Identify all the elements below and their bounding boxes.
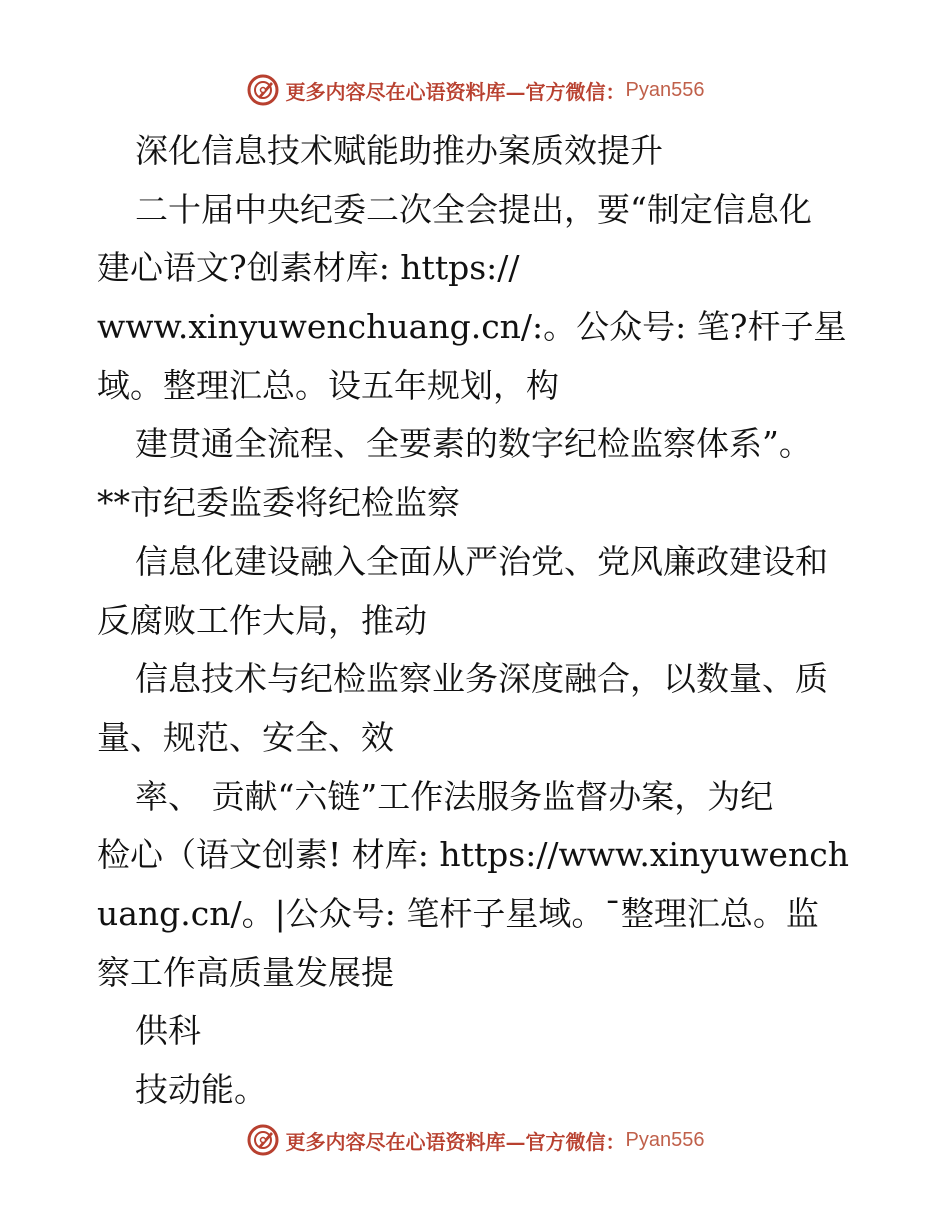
text-line: 二十届中央纪委二次全会提出，要“制定信息化 bbox=[135, 189, 812, 229]
circle-pen-logo-icon bbox=[246, 73, 280, 107]
banner-wechat-id: Pyan556 bbox=[625, 78, 705, 101]
banner-text: 更多内容尽在心语资料库—官方微信： bbox=[285, 79, 626, 104]
text-line: **市纪委监委将纪检监察 bbox=[97, 483, 460, 523]
text-line: uang.cn/。|公众号: 笔杆子星域。¯整理汇总。监 bbox=[97, 893, 819, 933]
banner-wechat-id: Pyan556 bbox=[625, 1128, 705, 1151]
document-body bbox=[97, 122, 857, 1120]
text-line: 检心（语文创素! 材库: https://www.xinyuwench bbox=[97, 835, 849, 875]
text-line: 率、 贡献“六链”工作法服务监督办案，为纪 bbox=[135, 776, 774, 816]
text-line: www.xinyuwenchuang.cn/:。公众号: 笔?杆子星 bbox=[97, 307, 847, 347]
text-line: 量、规范、安全、效 bbox=[97, 717, 394, 757]
header-banner bbox=[0, 70, 950, 110]
text-line: 建贯通全流程、全要素的数字纪检监察体系”。 bbox=[135, 424, 812, 464]
banner-text: 更多内容尽在心语资料库—官方微信： bbox=[285, 1129, 626, 1154]
text-line: 信息技术与纪检监察业务深度融合，以数量、质 bbox=[135, 659, 828, 699]
circle-pen-logo-icon bbox=[246, 1123, 280, 1157]
text-line: 信息化建设融入全面从严治党、党风廉政建设和 bbox=[135, 541, 828, 581]
text-line: 域。整理汇总。设五年规划，构 bbox=[97, 365, 559, 405]
text-line: 技动能。 bbox=[135, 1070, 267, 1109]
text-line: 建心语文?创素材库: https:// bbox=[97, 248, 520, 288]
text-line: 反腐败工作大局，推动 bbox=[97, 600, 427, 640]
footer-banner bbox=[0, 1120, 950, 1160]
text-line: 深化信息技术赋能助推办案质效提升 bbox=[135, 131, 663, 170]
text-line: 供科 bbox=[135, 1011, 201, 1051]
text-line: 察工作高质量发展提 bbox=[97, 952, 394, 992]
